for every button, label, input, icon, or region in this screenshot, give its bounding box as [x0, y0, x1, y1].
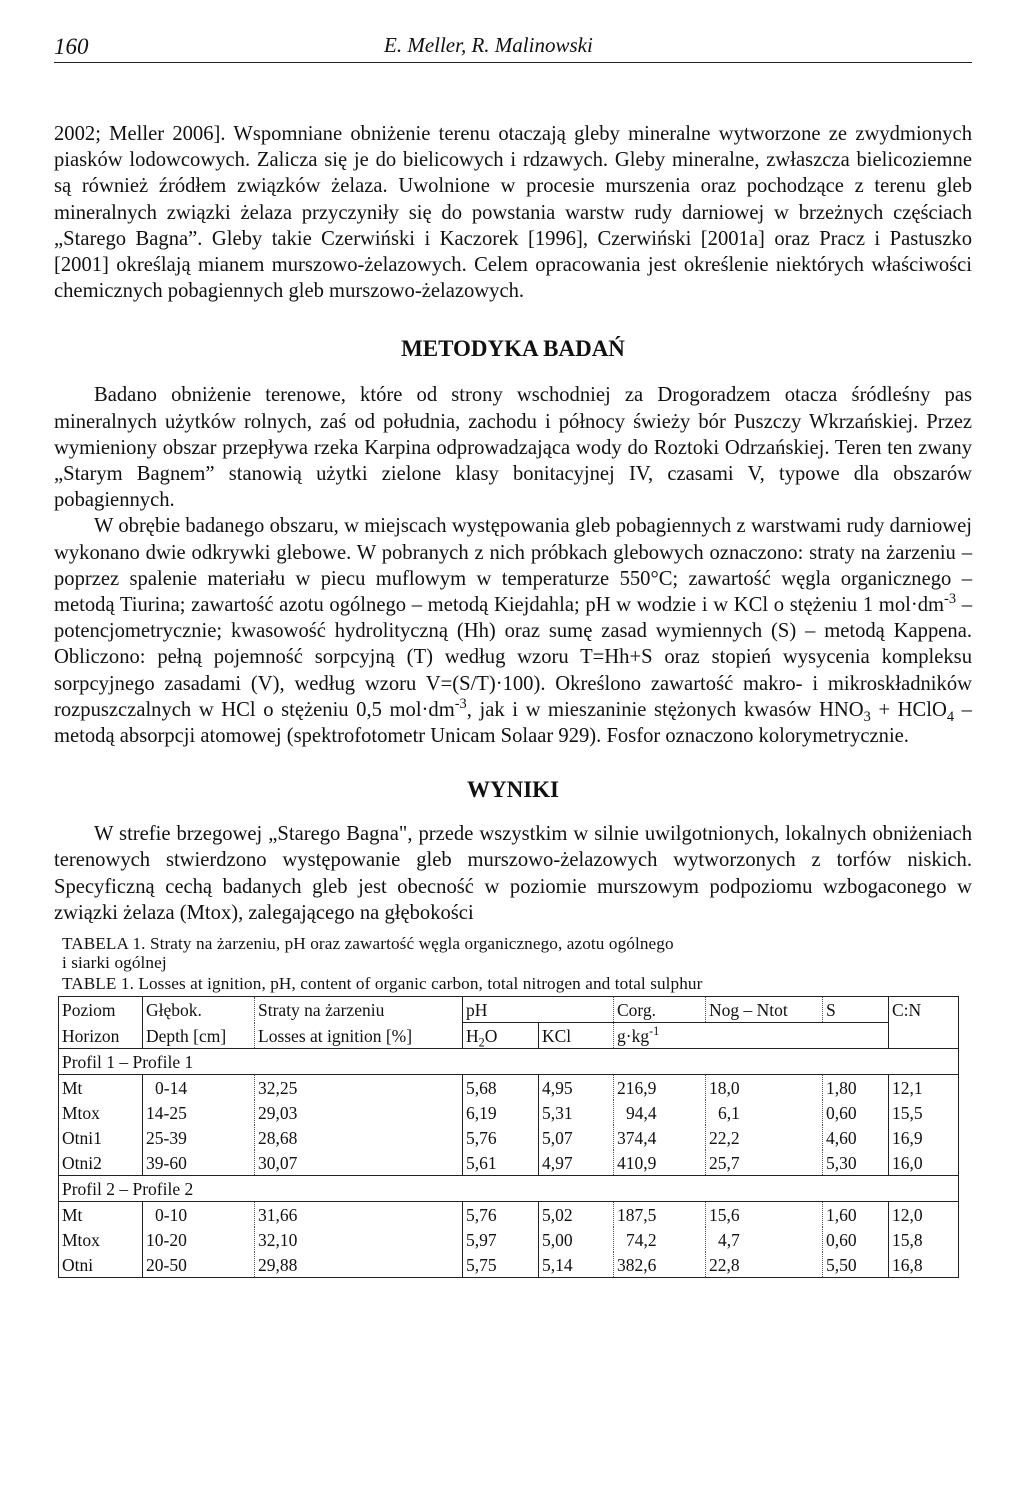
cell-sulphur: 4,60	[823, 1125, 889, 1150]
cell-nitrogen: 6,1	[706, 1100, 823, 1125]
cell-losses: 28,68	[255, 1125, 463, 1150]
col-header-losses-en: Losses at ignition [%]	[255, 1023, 463, 1049]
cell-ph-kcl: 5,00	[539, 1227, 614, 1252]
cell-horizon: Otni1	[59, 1125, 143, 1150]
col-header-horizon-en: Horizon	[59, 1023, 143, 1049]
cell-ph-h2o: 5,76	[463, 1125, 539, 1150]
table-caption-en: TABLE 1. Losses at ignition, pH, content of organic carbon, total nitrogen and total sulphur	[62, 973, 703, 993]
col-header-ph: pH	[463, 997, 614, 1023]
cell-sulphur: 1,60	[823, 1202, 889, 1228]
col-header-cn-empty	[889, 1023, 959, 1049]
methods-p2-part-b: – potencjometrycznie; kwasowość hydrolityczną (Hh) oraz sumę zasad wymiennych (S) – metodą Kappena. Obliczono: pełną pojemność sorpcyjną (T) według wzoru T=Hh+S oraz stopień wysycenia kompleksu sorpcyjnego zasadami (V), według wzoru V=(S/T)·100). Określono zawartość makro- i mikroskładników rozpuszczalnych w HCl o stężeniu 0,5 mol·dm	[54, 594, 972, 721]
methods-p2-sup-2: -3	[454, 696, 467, 712]
methods-p2-part-a: W obrębie badanego obszaru, w miejscach występowania gleb pobagiennych z warstwami rudy darniowej wykonano dwie odkrywki glebowe. W pobranych z nich próbkach glebowych oznaczono: straty na żarzeniu – poprzez spalenie materiału w piecu muflowym w temperaturze 550°C; zawartość węgla organicznego – metodą Tiurina; zawartość azotu ogólnego – metodą Kiejdahla; pH w wodzie i w KCl o stężeniu 1 mol·dm	[54, 515, 972, 617]
cell-depth: 20-50	[143, 1252, 255, 1278]
col-header-losses-pl: Straty na żarzeniu	[255, 997, 463, 1023]
profile-1-label-row	[59, 1049, 959, 1075]
cell-sulphur: 0,60	[823, 1100, 889, 1125]
cell-nitrogen: 4,7	[706, 1227, 823, 1252]
cell-ph-h2o: 5,76	[463, 1202, 539, 1228]
cell-ph-kcl: 4,95	[539, 1075, 614, 1101]
page-number: 160	[54, 34, 89, 59]
cell-horizon: Otni	[59, 1252, 143, 1278]
col-header-depth-pl: Głębok.	[143, 997, 255, 1023]
table-row	[59, 1125, 959, 1150]
cell-horizon: Mt	[59, 1075, 143, 1101]
cell-depth: 0-10	[143, 1202, 255, 1228]
cell-depth: 14-25	[143, 1100, 255, 1125]
col-header-ph-water: $H_2O$	[463, 1023, 539, 1049]
cell-corg: 94,4	[614, 1100, 706, 1125]
col-header-corg: Corg.	[614, 997, 706, 1023]
cell-horizon: Mt	[59, 1202, 143, 1228]
cell-horizon: Mtox	[59, 1227, 143, 1252]
methods-p2-sub-1: 3	[863, 708, 871, 725]
methods-p2-part-e: – metodą absorpcji atomowej (spektrofotometr Unicam Solaar 929). Fosfor oznaczono kolorymetrycznie.	[54, 698, 972, 748]
cell-ph-h2o: 5,68	[463, 1075, 539, 1101]
cell-sulphur: 5,50	[823, 1252, 889, 1278]
table-wrapper	[54, 996, 972, 1316]
cell-cn: 16,8	[889, 1252, 959, 1278]
cell-ph-kcl: 5,14	[539, 1252, 614, 1278]
cell-ph-kcl: 5,31	[539, 1100, 614, 1125]
cell-depth: 25-39	[143, 1125, 255, 1150]
cell-cn: 16,0	[889, 1150, 959, 1176]
cell-nitrogen: 18,0	[706, 1075, 823, 1101]
table-row	[59, 1150, 959, 1176]
table-header-row-en	[59, 1023, 959, 1049]
table-row	[59, 1227, 959, 1252]
methods-p2-sub-2: 4	[946, 708, 955, 725]
methods-p2-part-c: , jak i w mieszaninie stężonych kwasów HNO	[466, 698, 864, 721]
profile-1-rows	[59, 1075, 959, 1176]
cell-horizon: Mtox	[59, 1100, 143, 1125]
methods-p2-sup-1: -3	[944, 591, 957, 608]
col-header-cn: C:N	[889, 997, 959, 1023]
cell-nitrogen: 15,6	[706, 1202, 823, 1228]
col-header-ph-kcl: KCl	[539, 1023, 614, 1049]
methods-heading: METODYKA BADAŃ	[401, 336, 625, 362]
methods-p2-part-d: + HClO	[870, 698, 947, 721]
cell-corg: 374,4	[614, 1125, 706, 1150]
cell-ph-kcl: 4,97	[539, 1150, 614, 1176]
intro-paragraph: 2002; Meller 2006]. Wspomniane obniżenie terenu otaczają gleby mineralne wytworzone ze zwydmionych piasków lodowcowych. Zalicza się je do bielicowych i rdzawych. Gleby mineralne, zwłaszcza bielicoziemne są również źródłem związków żelaza. Uwolnione w procesie murszenia oraz pochodzące z terenu gleb mineralnych związki żelaza przyczyniły się do powstania warstw rudy darniowej w brzeżnych częściach „Starego Bagna”. Gleby takie Czerwiński i Kaczorek [1996], Czerwiński [2001a] oraz Pracz i Pastuszko [2001] określają mianem murszowo-żelazowych. Celem opracowania jest określenie niektórych właściwości chemicznych pobagiennych gleb murszowo-żelazowych.	[54, 123, 972, 303]
cell-depth: 0-14	[143, 1075, 255, 1101]
cell-ph-h2o: 5,97	[463, 1227, 539, 1252]
table-row	[59, 1075, 959, 1101]
cell-sulphur: 1,80	[823, 1075, 889, 1101]
cell-sulphur: 5,30	[823, 1150, 889, 1176]
cell-ph-h2o: 6,19	[463, 1100, 539, 1125]
cell-ph-kcl: 5,02	[539, 1202, 614, 1228]
cell-cn: 12,1	[889, 1075, 959, 1101]
table-header-row-pl	[59, 997, 959, 1023]
cell-sulphur: 0,60	[823, 1227, 889, 1252]
col-header-unit: $g\cdot kg^{-1}$	[614, 1023, 889, 1049]
col-header-depth-en: Depth [cm]	[143, 1023, 255, 1049]
cell-losses: 30,07	[255, 1150, 463, 1176]
cell-ph-h2o: 5,61	[463, 1150, 539, 1176]
table-captions	[54, 934, 972, 993]
cell-losses: 32,10	[255, 1227, 463, 1252]
cell-horizon: Otni2	[59, 1150, 143, 1176]
cell-corg: 382,6	[614, 1252, 706, 1278]
col-header-horizon-pl: Poziom	[59, 997, 143, 1023]
cell-losses: 29,03	[255, 1100, 463, 1125]
cell-cn: 15,8	[889, 1227, 959, 1252]
document-page	[54, 22, 972, 1316]
col-header-nitrogen: Nog – Ntot	[706, 997, 823, 1023]
cell-corg: 74,2	[614, 1227, 706, 1252]
results-paragraph-1: W strefie brzegowej „Starego Bagna", przede wszystkim w silnie uwilgotnionych, lokalnych obniżeniach terenowych stwierdzono występowanie gleb murszowo-żelazowych wytworzonych z torfów niskich. Specyficzną cechą badanych gleb jest obecność w poziomie murszowym podpoziomu wzbogaconego w związki żelaza (Mtox), zalegającego na głębokości	[54, 823, 972, 924]
cell-cn: 16,9	[889, 1125, 959, 1150]
results-heading: WYNIKI	[466, 777, 559, 803]
table-row	[59, 1100, 959, 1125]
table-caption-pl-line-1: TABELA 1. Straty na żarzeniu, pH oraz zawartość węgla organicznego, azotu ogólnego	[62, 934, 674, 954]
cell-corg: 216,9	[614, 1075, 706, 1101]
profile-2-label-row	[59, 1176, 959, 1202]
profile-2-rows	[59, 1202, 959, 1278]
cell-losses: 29,88	[255, 1252, 463, 1278]
cell-losses: 32,25	[255, 1075, 463, 1101]
cell-cn: 15,5	[889, 1100, 959, 1125]
table-row	[59, 1252, 959, 1278]
cell-nitrogen: 25,7	[706, 1150, 823, 1176]
cell-corg: 410,9	[614, 1150, 706, 1176]
cell-ph-h2o: 5,75	[463, 1252, 539, 1278]
cell-nitrogen: 22,8	[706, 1252, 823, 1278]
methods-paragraph-1: Badano obniżenie terenowe, które od strony wschodniej za Drogoradzem otacza śródleśny pas mineralnych użytków rolnych, zaś od południa, zachodu i północy świeży bór Puszczy Wkrzańskiej. Przez wymieniony obszar przepływa rzeka Karpina odprowadzająca wody do Roztoki Odrzańskiej. Teren ten zwany „Starym Bagnem” stanowią użytki zielone klasy bonitacyjnej IV, czasami V, typowe dla obszarów pobagiennych.	[54, 384, 972, 512]
profile-2-label: Profil 2 – Profile 2	[59, 1176, 959, 1202]
table-caption-pl-line-2: i siarki ogólnej	[62, 953, 167, 973]
page-header	[54, 22, 972, 63]
cell-depth: 10-20	[143, 1227, 255, 1252]
table-row	[59, 1202, 959, 1228]
cell-corg: 187,5	[614, 1202, 706, 1228]
cell-cn: 12,0	[889, 1202, 959, 1228]
profile-1-label: Profil 1 – Profile 1	[59, 1049, 959, 1075]
cell-ph-kcl: 5,07	[539, 1125, 614, 1150]
running-head: E. Meller, R. Malinowski	[384, 33, 593, 57]
methods-paragraph-2	[54, 513, 972, 749]
col-header-sulphur: S	[823, 997, 889, 1023]
cell-depth: 39-60	[143, 1150, 255, 1176]
cell-nitrogen: 22,2	[706, 1125, 823, 1150]
data-table	[58, 996, 959, 1278]
cell-losses: 31,66	[255, 1202, 463, 1228]
